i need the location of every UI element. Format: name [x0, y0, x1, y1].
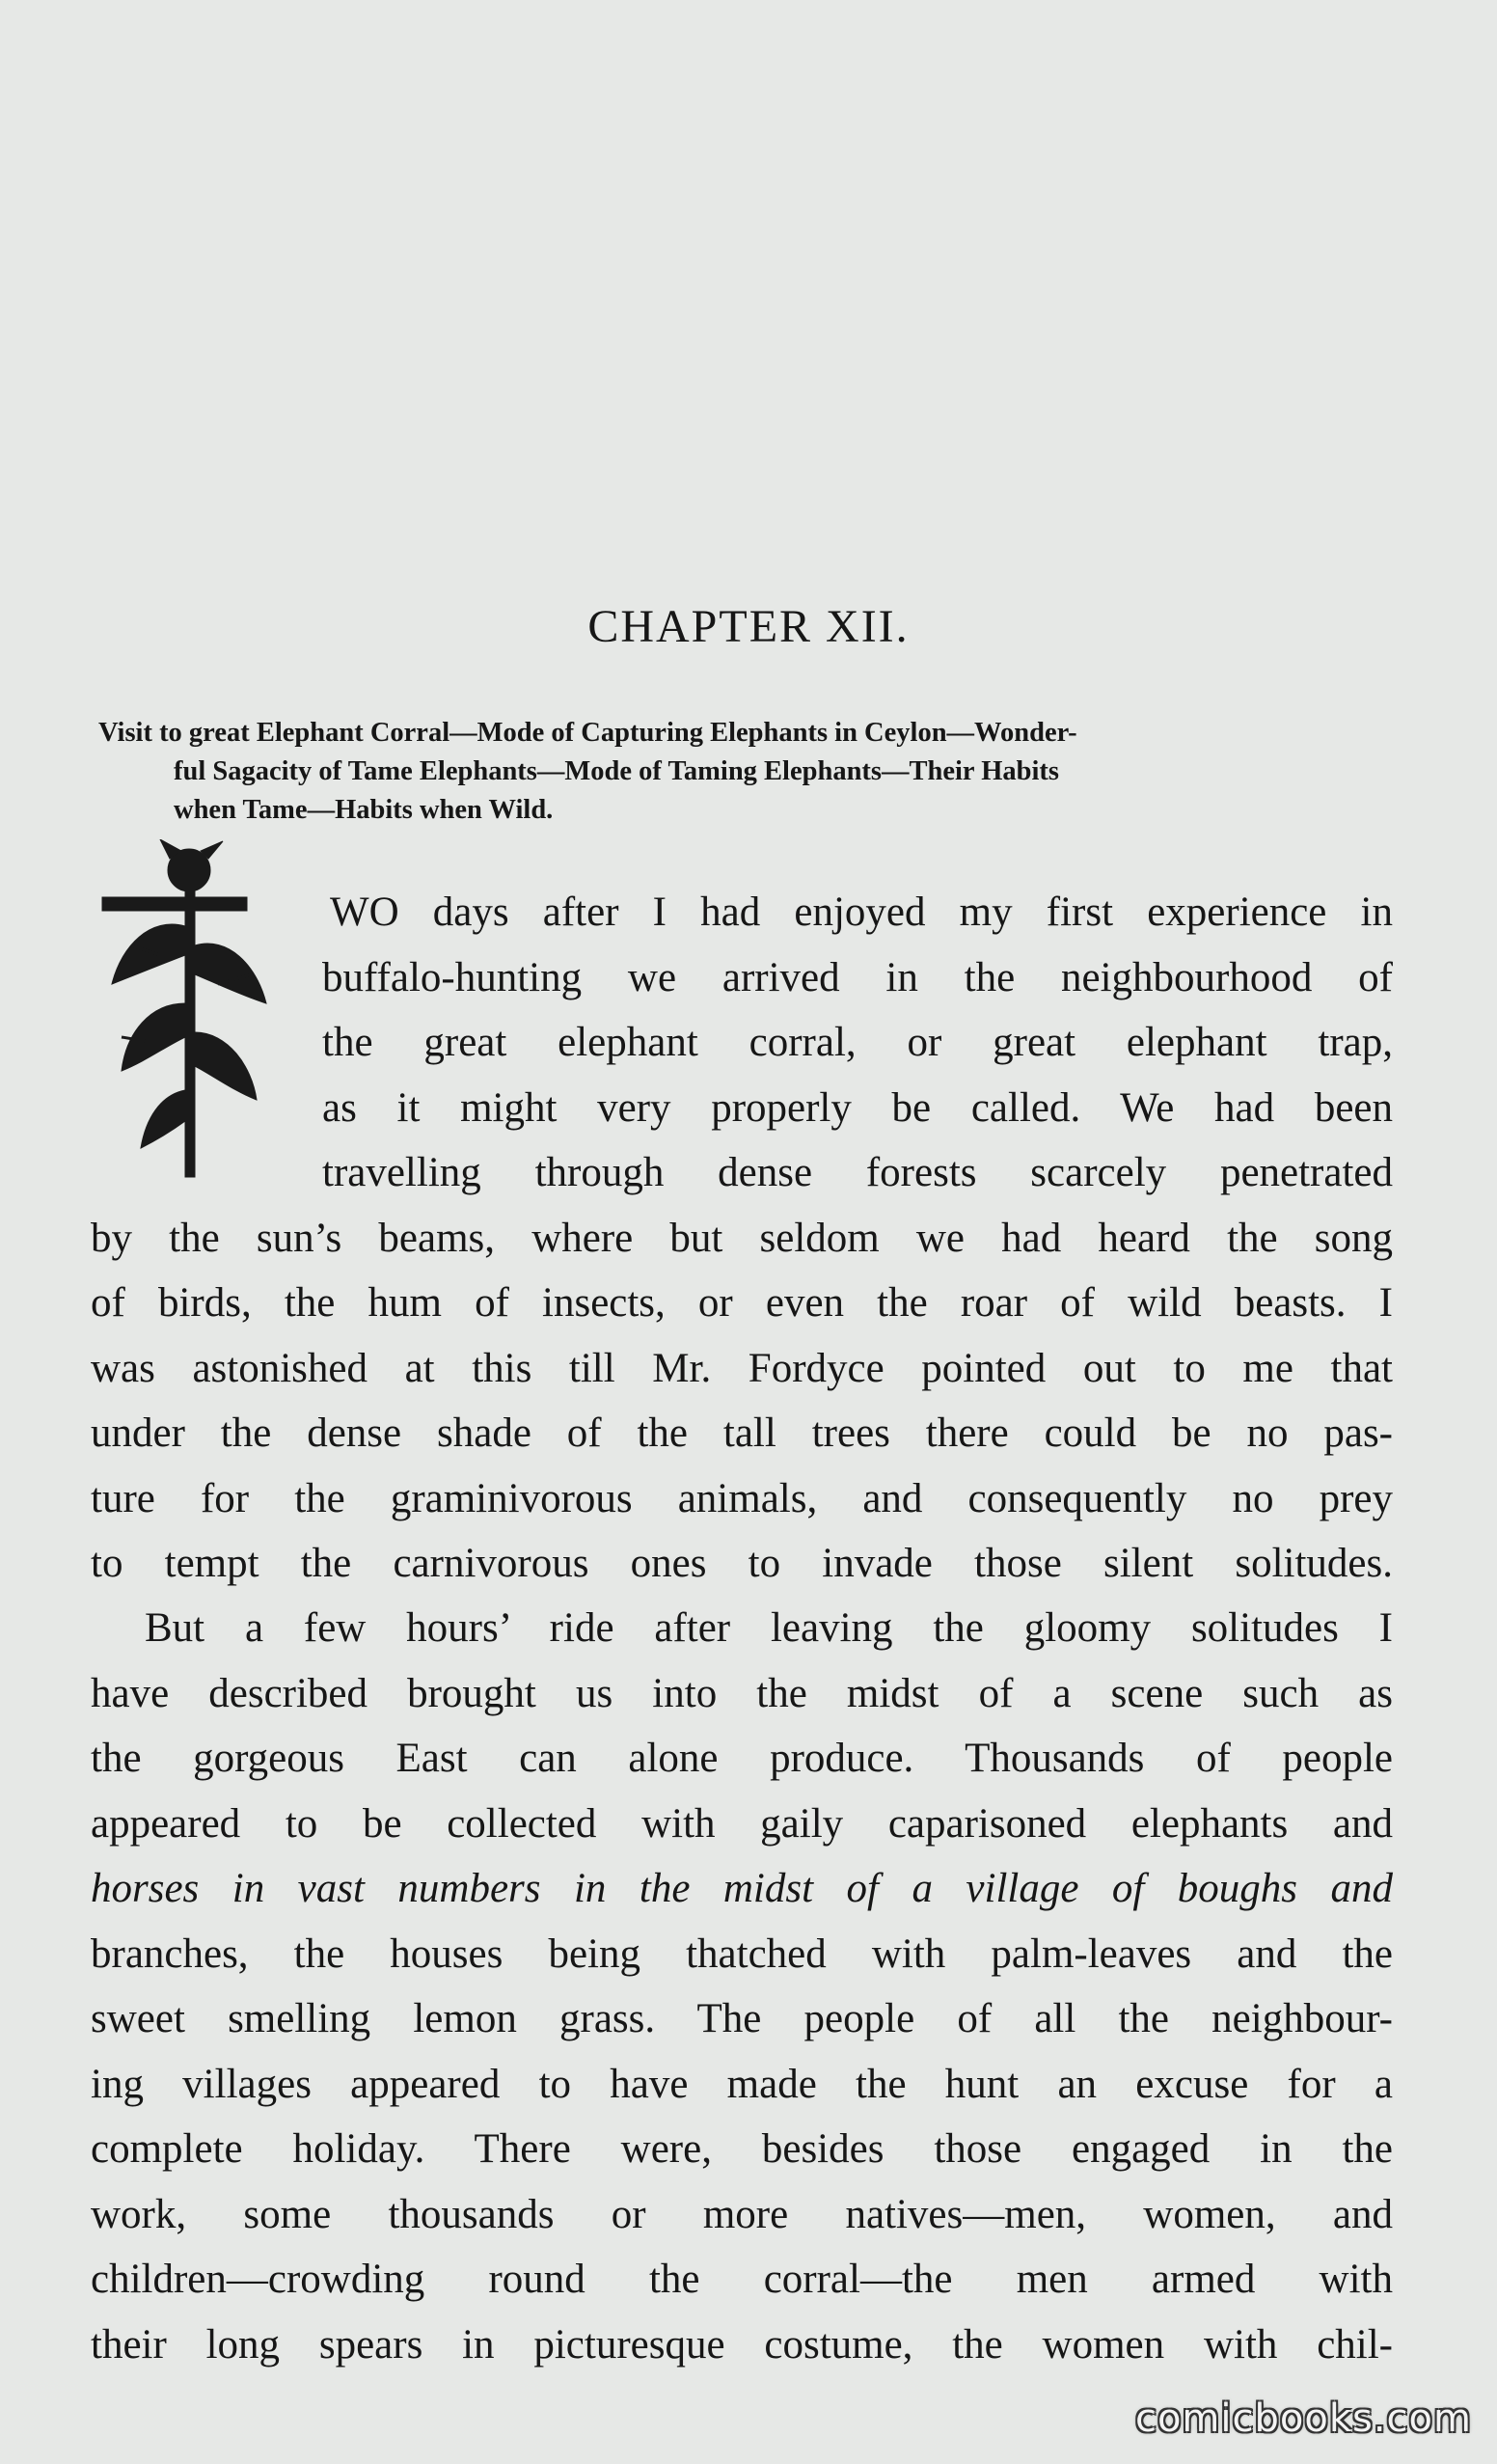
watermark: comicbooks.com	[1134, 2396, 1472, 2441]
text-line: the gorgeous East can alone produce. Thousands of people	[91, 1736, 1393, 1781]
text-line: the great elephant corral, or great elephant trap,	[322, 1020, 1393, 1065]
summary-line: when Tame—Habits when Wild.	[174, 795, 554, 825]
text-line: children—crowding round the corral—the men armed with	[91, 2257, 1393, 2302]
text-line: have described brought us into the midst of a scene such as	[91, 1670, 1393, 1716]
chapter-title: CHAPTER XII.	[587, 601, 910, 652]
text-line: work, some thousands or more natives—men, women, and	[91, 2191, 1393, 2237]
text-line: as it might very properly be called. We had been	[322, 1084, 1393, 1131]
paragraph	[91, 880, 1393, 1597]
text-line: complete holiday. There were, besides those engaged in the	[91, 2126, 1393, 2172]
text-line: of birds, the hum of insects, or even the roar of wild beasts. I	[91, 1280, 1393, 1326]
text-line: under the dense shade of the tall trees there could be no pas-	[91, 1410, 1393, 1456]
paragraph	[91, 1596, 1393, 2377]
text-line: ing villages appeared to have made the hunt an excuse for a	[91, 2061, 1393, 2107]
text-line: sweet smelling lemon grass. The people of all the neighbour-	[91, 1996, 1393, 2041]
text-line: to tempt the carnivorous ones to invade those silent solitudes.	[91, 1541, 1393, 1586]
text-line: by the sun’s beams, where but seldom we had heard the song	[91, 1215, 1393, 1261]
text-line: appeared to be collected with gaily caparisoned elephants and	[91, 1800, 1393, 1847]
text-line: But a few hours’ ride after leaving the gloomy solitudes I	[145, 1605, 1393, 1651]
text-line: ture for the graminivorous animals, and consequently no prey	[91, 1475, 1393, 1521]
text-line: WO days after I had enjoyed my first experience in	[330, 890, 1393, 935]
chapter-summary	[98, 714, 1401, 830]
text-line: buffalo-hunting we arrived in the neighbourhood of	[322, 954, 1393, 1000]
summary-line: ful Sagacity of Tame Elephants—Mode of Taming Elephants—Their Habits	[174, 756, 1059, 786]
text-line: was astonished at this till Mr. Fordyce pointed out to me that	[91, 1345, 1393, 1391]
text-line: horses in vast numbers in the midst of a village of boughs and	[91, 1866, 1393, 1911]
text-line: branches, the houses being thatched with palm-leaves and the	[91, 1930, 1393, 1977]
text-line: their long spears in picturesque costume, the women with chil-	[91, 2321, 1393, 2368]
summary-line: Visit to great Elephant Corral—Mode of Capturing Elephants in Ceylon—Wonder-	[98, 718, 1077, 748]
text-line: travelling through dense forests scarcely penetrated	[322, 1150, 1393, 1195]
